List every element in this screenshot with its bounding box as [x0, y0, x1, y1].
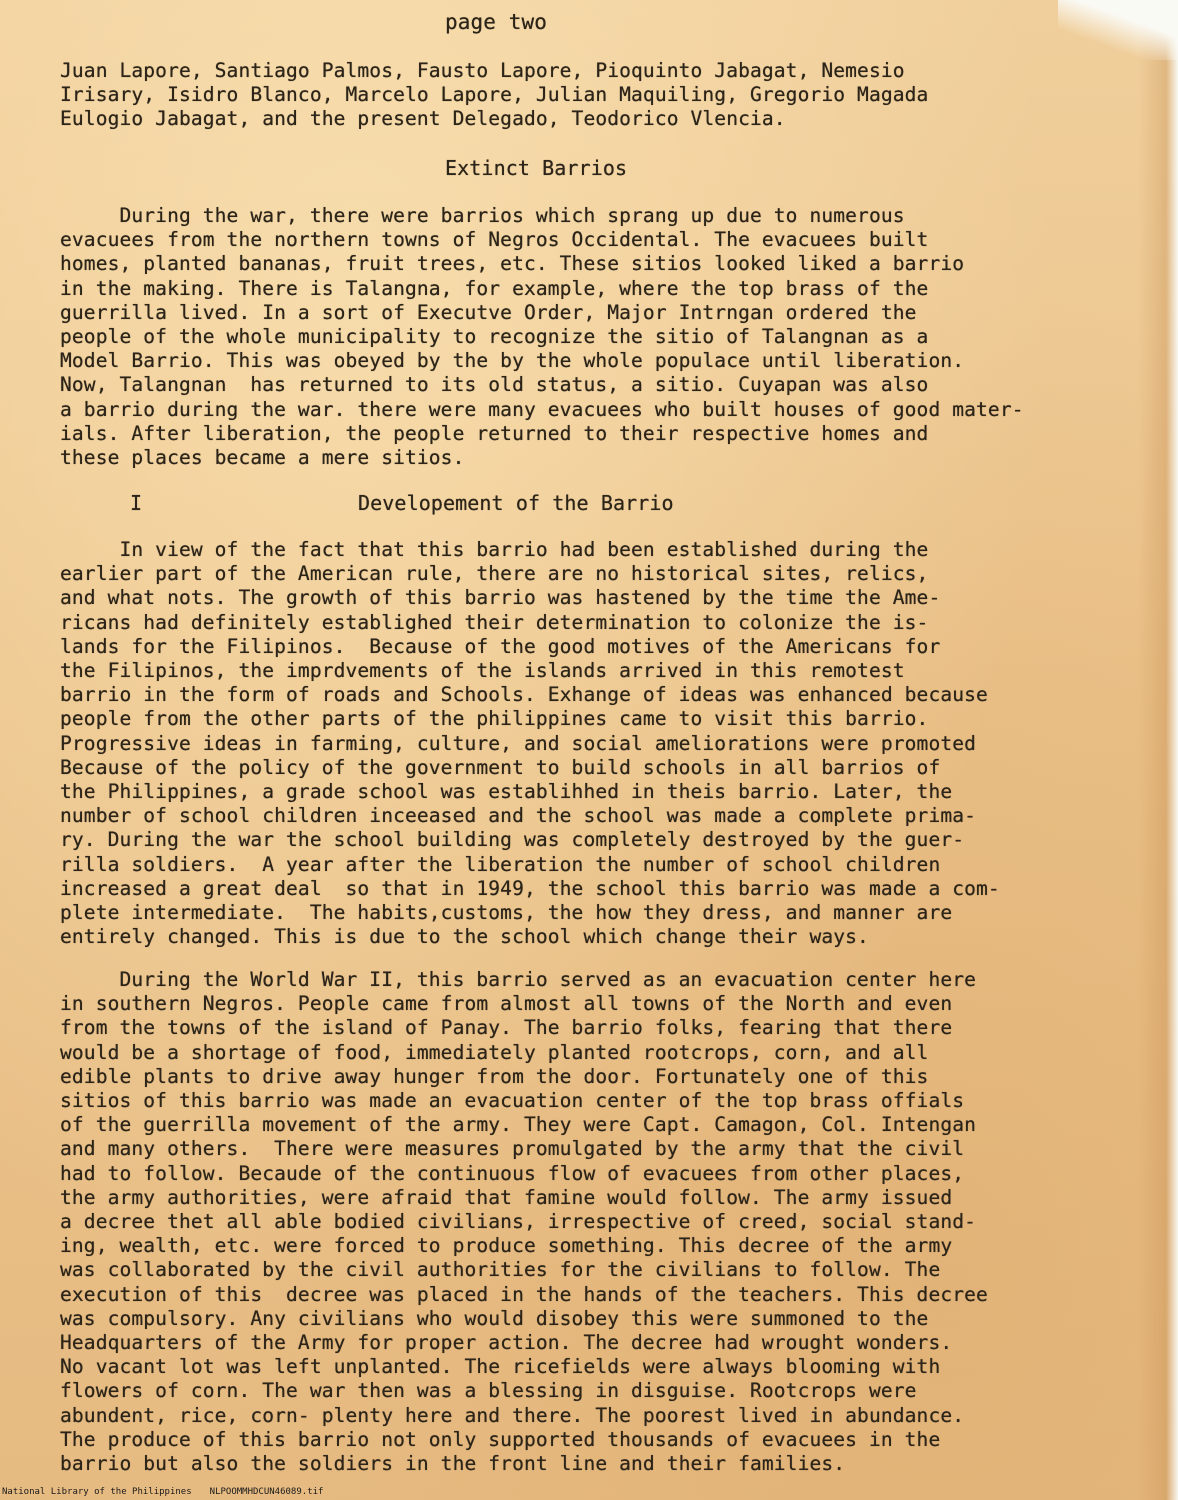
heading-extinct-barrios: Extinct Barrios [445, 156, 628, 180]
scan-footer [2, 1486, 702, 1498]
section-number: I [130, 491, 143, 515]
footer-library: National Library of the Philippines [2, 1487, 192, 1497]
names-paragraph: Juan Lapore, Santiago Palmos, Fausto Lapore, Pioquinto Jabagat, Nemesio Irisary, Isidro Blanco, Marcelo Lapore, Julian Maquiling, Gregorio Magada Eulogio Jabagat, and the present Delegado, Teodorico Vlencia. [60, 59, 929, 131]
torn-paper-corner [1058, 0, 1178, 60]
development-paragraph: In view of the fact that this barrio had been established during the earlier part of the American rule, there are no historical sites, relics, and what nots. The growth of this barrio was hastened by the time the Ame- ricans had definitely establighed their determination to colonize the is- lands for the Filipinos. Because of the good motives of the Americans for the Filipinos, the imprdvements of the islands arrived in this remotest barrio in the form of roads and Schools. Exhange of ideas was enhanced because people from the other parts of the philippines came to visit this barrio. Progressive ideas in farming, culture, and social ameliorations were promoted Because of the policy of the government to build schools in all barrios of the Philippines, a grade school was establihhed in theis barrio. Later, the number of school children inceeased and the school was made a complete prima- ry. During the war the school building was completely destroyed by the guer- rilla soldiers. A year after the liberation the number of school children increased a great deal so that in 1949, the school this barrio was made a com- plete intermediate. The habits,customs, the how they dress, and manner are entirely changed. This is due to the school which change their ways. [60, 538, 1000, 949]
world-war-paragraph: During the World War II, this barrio served as an evacuation center here in southern Negros. People came from almost all towns of the North and even from the towns of the island of Panay. The barrio folks, fearing that there would be a shortage of food, immediately planted rootcrops, corn, and all edible plants to drive away hunger from the door. Fortunately one of this sitios of this barrio was made an evacuation center of the top brass offials of the guerrilla movement of the army. They were Capt. Camagon, Col. Intengan and many others. There were measures promulgated by the army that the civil had to follow. Becaude of the continuous flow of evacuees from other places, the army authorities, were afraid that famine would follow. The army issued a decree thet all able bodied civilians, irrespective of creed, social stand- ing, wealth, etc. were forced to produce something. This decree of the army was collaborated by the civil authorities for the civilians to follow. The execution of this decree was placed in the hands of the teachers. This decree was compulsory. Any civilians who would disobey this were summoned to the Headquarters of the Army for proper action. The decree had wrought wonders. No vacant lot was left unplanted. The ricefields were always blooming with flowers of corn. The war then was a blessing in disguise. Rootcrops were abundent, rice, corn- plenty here and there. The poorest lived in abundance. The produce of this barrio not only supported thousands of evacuees in the barrio but also the soldiers in the front line and their families. [60, 968, 988, 1476]
extinct-barrios-paragraph: During the war, there were barrios which sprang up due to numerous evacuees from the northern towns of Negros Occidental. The evacuees built homes, planted bananas, fruit trees, etc. These sitios looked liked a barrio in the making. There is Talangna, for example, where the top brass of the guerrilla lived. In a sort of Executve Order, Major Intrngan ordered the people of the whole municipality to recognize the sitio of Talangnan as a Model Barrio. This was obeyed by the by the whole populace until liberation. Now, Talangnan has returned to its old status, a sitio. Cuyapan was also a barrio during the war. there were many evacuees who built houses of good mater- ials. After liberation, the people returned to their respective homes and these places became a mere sitios. [60, 204, 1024, 470]
footer-file-id: NLPOOMMHDCUN46089.tif [209, 1487, 324, 1497]
heading-development: Developement of the Barrio [358, 491, 674, 515]
page-label: page two [445, 10, 547, 34]
